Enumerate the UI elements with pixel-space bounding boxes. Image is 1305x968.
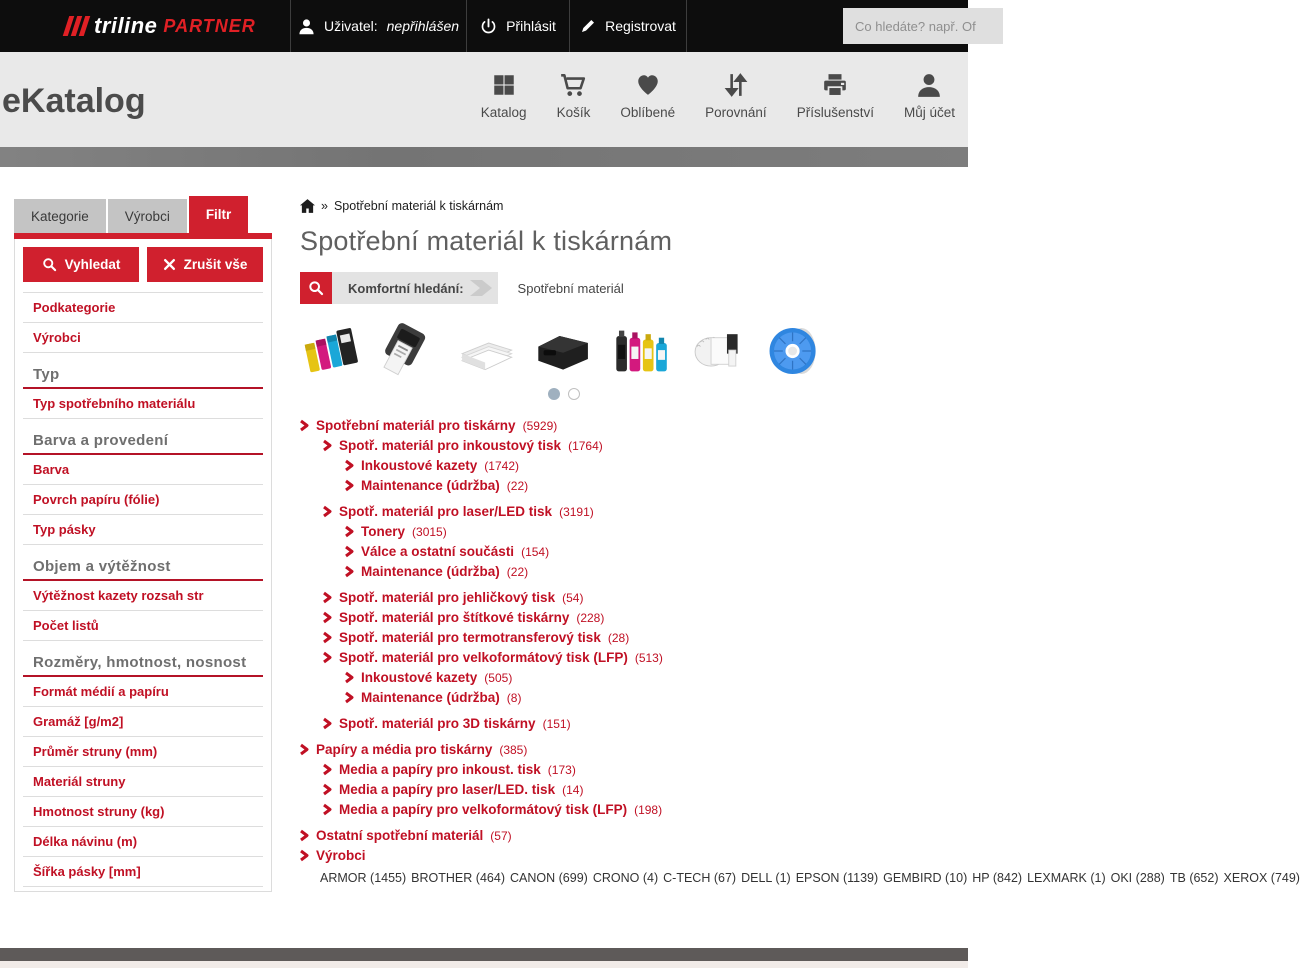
chevron-right-icon — [345, 546, 354, 557]
manufacturer-entry: OKI ( 288 ) — [1111, 871, 1165, 885]
chevron-right-icon — [323, 632, 332, 643]
category-link[interactable]: Spotř. materiál pro 3D tiskárny ( 151 ) — [323, 713, 956, 733]
register-label: Registrovat — [605, 18, 676, 34]
user-label: Uživatel: — [323, 18, 378, 34]
page-title: Spotřební materiál k tiskárnám — [300, 226, 673, 256]
nav-label: Košík — [556, 105, 591, 120]
product-thumb-paper-stack[interactable] — [455, 320, 517, 382]
chevron-right-icon — [345, 566, 354, 577]
logo-brand-text: triline — [94, 13, 158, 38]
chevron-right-icon — [323, 592, 332, 603]
manufacturer-entry: BROTHER ( 464 ) — [411, 871, 505, 885]
nav-label: Můj účet — [903, 105, 955, 120]
filter-entry[interactable]: Průměr struny (mm) — [23, 737, 263, 767]
filter-entry[interactable]: Podkategorie — [23, 293, 263, 323]
product-thumb-toner-cartridge[interactable] — [533, 320, 595, 382]
filter-entry[interactable]: Hmotnost struny (kg) — [23, 797, 263, 827]
nav-label: Oblíbené — [620, 105, 676, 120]
chevron-right-icon — [345, 672, 354, 683]
chevron-right-icon — [323, 764, 332, 775]
header-divider-bar — [0, 147, 968, 167]
manufacturer-entry: TB ( 652 ) — [1170, 871, 1219, 885]
header — [0, 52, 968, 147]
filter-entry[interactable]: Formát médií a papíru — [23, 677, 263, 707]
chevron-right-icon — [323, 652, 332, 663]
category-link[interactable]: Tonery ( 3015 ) — [345, 521, 956, 541]
category-link[interactable]: Spotř. materiál pro štítkové tiskárny ( 228 ) — [323, 607, 956, 627]
user-icon — [916, 72, 942, 98]
filter-entry[interactable]: Barva — [23, 455, 263, 485]
filter-entry[interactable]: Šířka pásky [mm] — [23, 857, 263, 887]
grid-icon — [491, 72, 517, 98]
carousel-dot-1[interactable] — [548, 388, 560, 400]
comfort-search-button[interactable] — [300, 272, 332, 304]
filter-entry: Rozměry, hmotnost, nosnost — [23, 641, 263, 677]
chevron-right-icon — [300, 830, 309, 841]
filter-list — [23, 292, 263, 887]
magnifier-icon — [308, 280, 324, 296]
category-link[interactable]: Spotř. materiál pro jehličkový tisk ( 54 ) — [323, 587, 956, 607]
power-icon — [480, 18, 497, 35]
product-carousel — [300, 320, 828, 382]
category-link[interactable]: Spotřební materiál pro tiskárny ( 5929 ) — [300, 415, 956, 435]
chevron-right-icon — [323, 506, 332, 517]
comfort-search-bar — [300, 272, 956, 304]
product-thumb-label-roll[interactable] — [688, 320, 750, 382]
comfort-arrow-icon — [470, 272, 498, 304]
logo-bars-icon — [66, 16, 87, 36]
category-link[interactable]: Media a papíry pro inkoust. tisk ( 173 ) — [323, 759, 956, 779]
chevron-right-icon — [323, 784, 332, 795]
footer-bar — [0, 948, 968, 961]
filter-entry: Typ — [23, 353, 263, 389]
clear-all-button[interactable] — [147, 247, 263, 282]
magnifier-icon — [42, 257, 57, 272]
close-icon — [163, 258, 176, 271]
product-thumb-ink-cartridges[interactable] — [300, 320, 362, 382]
chevron-right-icon — [345, 692, 354, 703]
login-button[interactable] — [466, 0, 569, 52]
manufacturer-entry: EPSON ( 1139 ) — [796, 871, 878, 885]
manufacturer-entry: LEXMARK ( 1 ) — [1027, 871, 1106, 885]
breadcrumb — [300, 198, 956, 214]
manufacturer-list — [320, 868, 1296, 888]
filter-entry[interactable]: Výtěžnost kazety rozsah str — [23, 581, 263, 611]
category-link[interactable]: Maintenance (údržba) ( 22 ) — [345, 475, 956, 495]
printer-icon — [822, 72, 848, 98]
chevron-right-icon — [345, 460, 354, 471]
category-link[interactable]: Inkoustové kazety ( 1742 ) — [345, 455, 956, 475]
brand-logo[interactable] — [0, 0, 290, 52]
filter-entry[interactable]: Počet listů — [23, 611, 263, 641]
user-status-section — [290, 0, 466, 52]
nav-item-muj-ucet[interactable] — [904, 72, 955, 120]
footer-base — [0, 961, 968, 968]
filter-entry[interactable]: Délka návinu (m) — [23, 827, 263, 857]
filter-entry[interactable]: Gramáž [g/m2] — [23, 707, 263, 737]
filter-entry[interactable]: Typ pásky — [23, 515, 263, 545]
category-link[interactable]: Spotř. materiál pro velkoformátový tisk (LFP) ( 513 ) — [323, 647, 956, 667]
breadcrumb-separator: » — [321, 199, 328, 213]
nav-label: Katalog — [480, 105, 527, 120]
topbar — [0, 0, 968, 52]
search-filter-button[interactable] — [23, 247, 139, 282]
category-link[interactable]: Ostatní spotřební materiál ( 57 ) — [300, 825, 956, 845]
category-link[interactable]: Maintenance (údržba) ( 8 ) — [345, 687, 956, 707]
heart-icon — [635, 72, 661, 98]
nav-item-katalog[interactable] — [481, 72, 527, 120]
tab-filtr[interactable]: Filtr — [189, 196, 249, 233]
category-link[interactable]: Válce a ostatní součásti ( 154 ) — [345, 541, 956, 561]
nav-item-prislusenstvi[interactable] — [797, 72, 874, 120]
carousel-dots — [300, 388, 828, 400]
chevron-right-icon — [323, 612, 332, 623]
manufacturer-entry: CRONO ( 4 ) — [593, 871, 658, 885]
category-link[interactable]: Papíry a média pro tiskárny ( 385 ) — [300, 739, 956, 759]
register-button[interactable] — [569, 0, 687, 52]
chevron-right-icon — [323, 804, 332, 815]
tab-vyrobci[interactable]: Výrobci — [108, 199, 187, 233]
page-app-title: eKatalog — [2, 82, 146, 120]
chevron-right-icon — [345, 526, 354, 537]
search-input[interactable] — [843, 8, 1003, 44]
nav-item-kosik[interactable] — [557, 72, 591, 120]
comfort-search-value: Spotřební materiál — [517, 280, 624, 296]
category-tree — [300, 415, 956, 865]
manufacturer-entry: C-TECH ( 67 ) — [663, 871, 736, 885]
comfort-search-label: Komfortní hledání: — [332, 272, 470, 304]
search-filter-label: Vyhledat — [64, 257, 121, 272]
main-area — [0, 167, 1296, 948]
pencil-icon — [580, 18, 596, 34]
nav-label: Porovnání — [705, 105, 767, 120]
content — [300, 198, 1296, 888]
category-link[interactable]: Maintenance (údržba) ( 22 ) — [345, 561, 956, 581]
product-thumb-ink-bottles[interactable] — [611, 320, 673, 382]
chevron-right-icon — [323, 440, 332, 451]
compare-arrows-icon — [724, 72, 748, 98]
home-icon[interactable] — [300, 199, 315, 213]
carousel-dot-2[interactable] — [568, 388, 580, 400]
filter-entry: Objem a výtěžnost — [23, 545, 263, 581]
main-nav — [481, 72, 955, 120]
chevron-right-icon — [300, 420, 309, 431]
chevron-right-icon — [300, 850, 309, 861]
tab-kategorie[interactable]: Kategorie — [14, 199, 106, 233]
nav-item-porovnani[interactable] — [705, 72, 767, 120]
logo-suffix-text: PARTNER — [163, 15, 256, 36]
nav-label: Příslušenství — [796, 105, 874, 120]
chevron-right-icon — [345, 480, 354, 491]
filter-entry[interactable]: Výrobci — [23, 323, 263, 353]
category-link[interactable]: Media a papíry pro velkoformátový tisk (LFP) ( 198 ) — [323, 799, 956, 819]
category-link[interactable]: Výrobci — [300, 845, 956, 865]
manufacturer-entry: ARMOR ( 1455 ) — [320, 871, 406, 885]
breadcrumb-current: Spotřební materiál k tiskárnám — [333, 199, 504, 213]
product-thumb-label-printer[interactable] — [378, 320, 440, 382]
category-link[interactable]: Spotř. materiál pro inkoustový tisk ( 1764 ) — [323, 435, 956, 455]
cart-icon — [559, 72, 587, 98]
sidebar — [14, 196, 272, 892]
manufacturer-entry: CANON ( 699 ) — [510, 871, 588, 885]
manufacturer-entry: XEROX ( 749 ) — [1224, 871, 1300, 885]
person-icon — [298, 18, 315, 35]
filter-entry[interactable]: Typ spotřebního materiálu — [23, 389, 263, 419]
filter-entry: Barva a provedení — [23, 419, 263, 455]
login-label: Přihlásit — [506, 18, 556, 34]
manufacturer-entry: HP ( 842 ) — [972, 871, 1022, 885]
category-link[interactable]: Media a papíry pro laser/LED. tisk ( 14 ) — [323, 779, 956, 799]
category-link[interactable]: Inkoustové kazety ( 505 ) — [345, 667, 956, 687]
filter-entry[interactable]: Povrch papíru (fólie) — [23, 485, 263, 515]
nav-item-oblibene[interactable] — [620, 72, 675, 120]
sidebar-tabs — [14, 196, 272, 233]
category-link[interactable]: Spotř. materiál pro laser/LED tisk ( 3191 ) — [323, 501, 956, 521]
chevron-right-icon — [323, 718, 332, 729]
user-status: nepřihlášen — [386, 18, 460, 34]
chevron-right-icon — [300, 744, 309, 755]
filter-entry[interactable]: Materiál struny — [23, 767, 263, 797]
category-link[interactable]: Spotř. materiál pro termotransferový tisk ( 28 ) — [323, 627, 956, 647]
manufacturer-entry: GEMBIRD ( 10 ) — [883, 871, 967, 885]
product-thumb-filament-spool[interactable] — [766, 320, 828, 382]
filter-panel — [14, 239, 272, 892]
clear-all-label: Zrušit vše — [183, 257, 248, 272]
manufacturer-entry: DELL ( 1 ) — [741, 871, 791, 885]
